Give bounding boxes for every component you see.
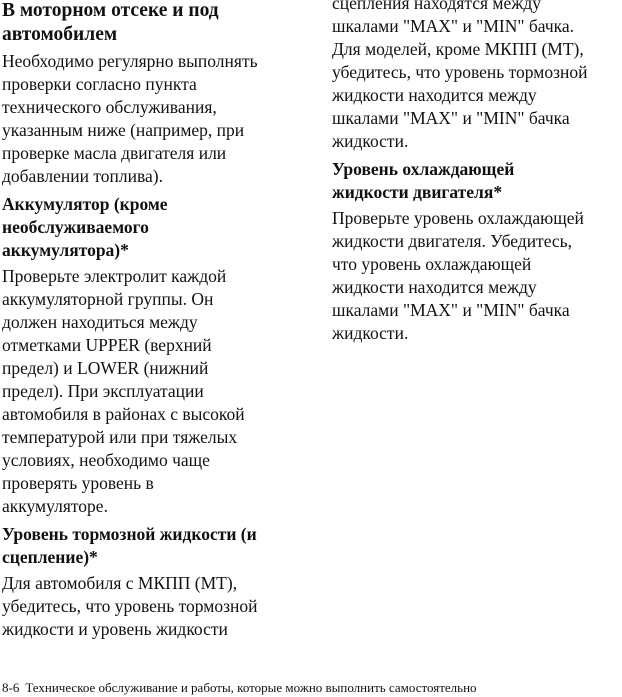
page-number: 8-6	[2, 680, 20, 695]
section-title: В моторном отсеке и под автомобилем	[2, 0, 219, 45]
left-column	[2, 0, 298, 641]
battery-paragraph: Проверьте электролит каждой аккумуляторной группы. Он должен находиться между отметками UPPER (верхний предел) и LOWER (нижний предел). При эксплуатации автомобиля в районах с высокой температурой или при тяжелых условиях, необходимо чаще проверять уровень в аккумуляторе.	[2, 266, 245, 516]
brake-paragraph: Для автомобиля с МКПП (MT), убедитесь, что уровень тормозной жидкости и уровень жидкости	[2, 573, 258, 639]
right-column	[332, 0, 620, 345]
coolant-paragraph: Проверьте уровень охлаждающей жидкости двигателя. Убедитесь, что уровень охлаждающей жидкости находится между шкалами "MAX" и "MIN" бачка жидкости.	[332, 208, 584, 343]
brake-heading: Уровень тормозной жидкости (и сцепление)*	[2, 524, 257, 567]
page-footer	[2, 680, 477, 696]
coolant-heading: Уровень охлаждающей жидкости двигателя*	[332, 159, 515, 202]
intro-paragraph: Необходимо регулярно выполнять проверки согласно пункта технического обслуживания, указанным ниже (например, при проверке масла двигателя или добавлении топлива).	[2, 51, 258, 186]
chapter-title: Техническое обслуживание и работы, которые можно выполнить самостоятельно	[25, 680, 477, 695]
brake-paragraph-continued: сцепления находятся между шкалами "MAX" и "MIN" бачка. Для моделей, кроме МКПП (MT), убедитесь, что уровень тормозной жидкости находится между шкалами "MAX" и "MIN" бачка жидкости.	[332, 0, 588, 151]
battery-heading: Аккумулятор (кроме необслуживаемого аккумулятора)*	[2, 194, 168, 260]
